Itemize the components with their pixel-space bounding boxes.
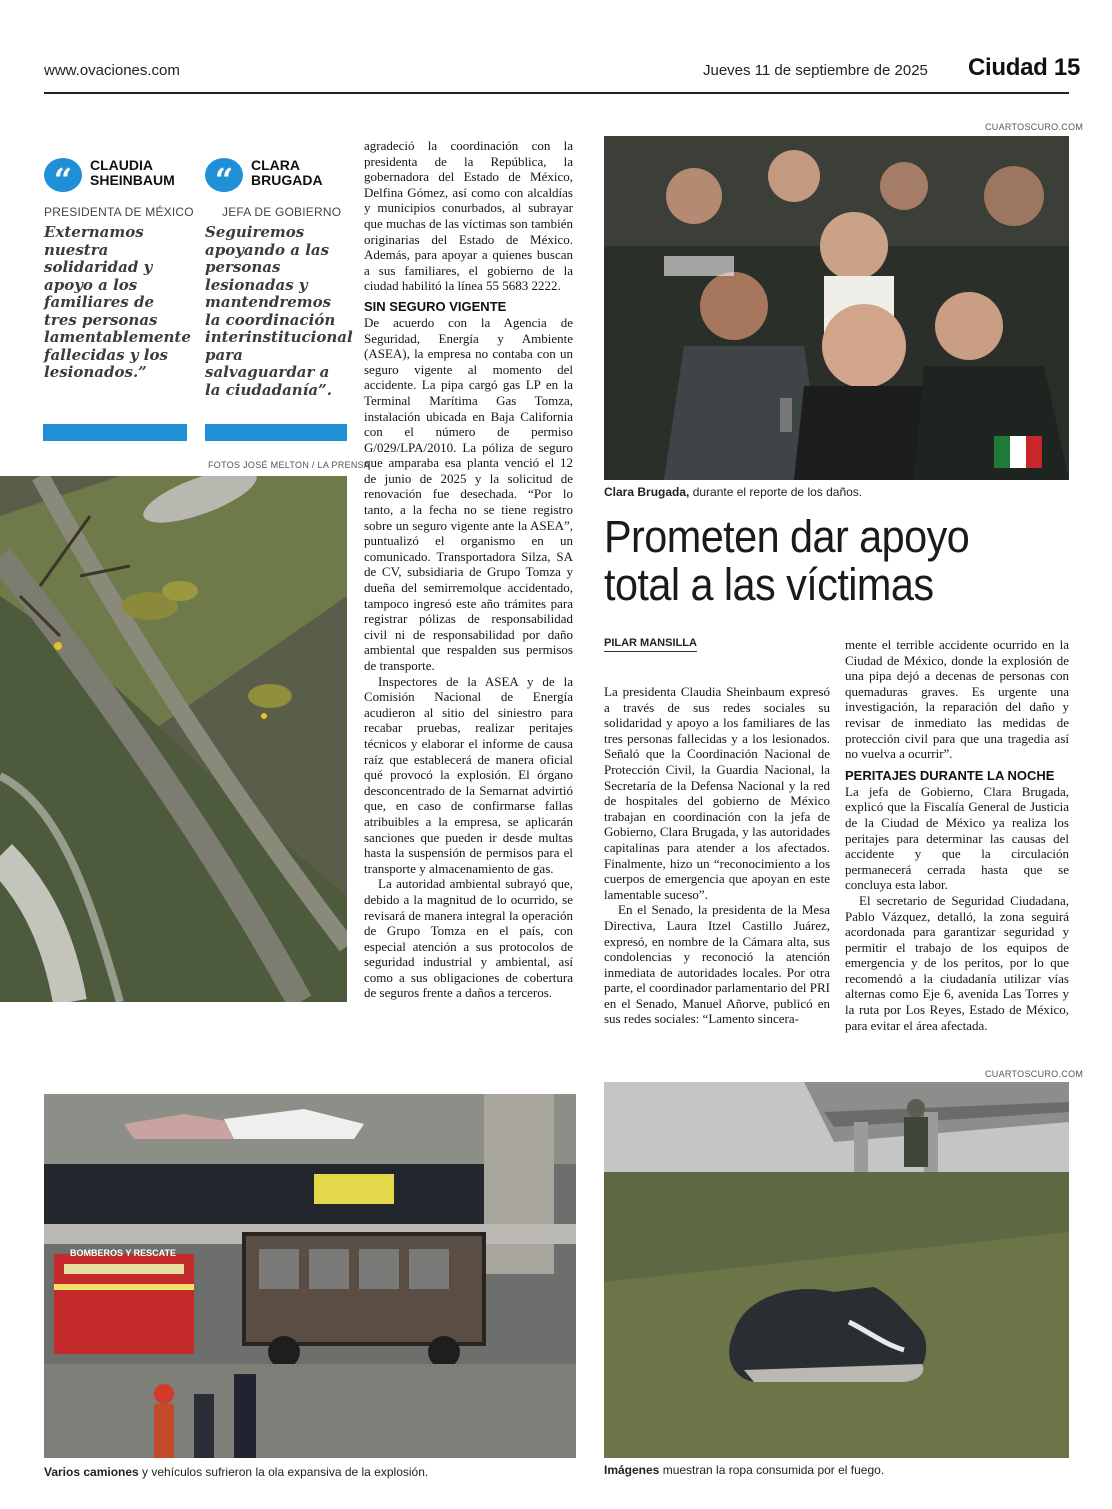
photo-credit: CUARTOSCURO.COM xyxy=(985,1069,1084,1079)
top-caption-bold: Clara Brugada, xyxy=(604,485,690,499)
quote-icon: “ xyxy=(205,158,243,192)
quote-1-text: Externamos nuestra solidaridad y apoyo a los familiares de tres personas lamentablemente fallecidas y los lesionados.” xyxy=(44,223,191,381)
header-rule xyxy=(44,92,1069,94)
truck-label-text: BOMBEROS Y RESCATE xyxy=(70,1248,177,1258)
aerial-photo-image xyxy=(0,476,347,1002)
subhead-sin-seguro: SIN SEGURO VIGENTE xyxy=(364,298,507,314)
quote-icon: “ xyxy=(44,158,82,192)
bottom-right-caption-bold: Imágenes xyxy=(604,1463,660,1477)
quote-1-name-line1: CLAUDIA xyxy=(90,157,153,173)
middle-paragraph-4: La autoridad ambiental subrayó que, debido a la magnitud de lo ocurrido, se revisará de manera integral la operación de Grupo Tomza en el país, con especial atención a sus protocolos de seguridad industrial y ambiental, así como a sus obligaciones de cobertura de seguros frente a daños a terceros. xyxy=(364,876,573,1001)
burned-shoe-image xyxy=(604,1082,1069,1458)
quote-2-name-line1: CLARA xyxy=(251,157,300,173)
article-col2-paragraph-3: El secretario de Seguridad Ciudadana, Pablo Vázquez, detalló, la zona seguirá acordonada para garantizar seguridad y permitir el trabajo de los equipos de emergencia y de los peritos, por lo que recomendó a la ciudadanía utilizar vías alternas como Eje 6, avenida Las Torres y la ruta por Los Reyes, Estado de México, para evitar el área afectada. xyxy=(845,892,1069,1033)
bottom-right-caption-rest: muestran la ropa consumida por el fuego. xyxy=(659,1463,885,1477)
article-column-1 xyxy=(604,684,830,1027)
bottom-left-caption-bold: Varios camiones xyxy=(44,1465,139,1479)
aerial-photo xyxy=(0,476,347,1002)
middle-column xyxy=(364,138,573,1001)
article-headline: Prometen dar apoyo total a las víctimas xyxy=(604,511,970,610)
site-url[interactable]: www.ovaciones.com xyxy=(44,62,180,79)
quote-1-accent-bar xyxy=(43,424,187,441)
quote-1-name-line2: SHEINBAUM xyxy=(90,172,175,188)
middle-paragraph-3: Inspectores de la ASEA y de la Comisión Nacional de Energía acudieron al sitio del siniestro para recabar pruebas, realizar peritajes técnicos y elaborar el informe de causa raíz que establecerá de manera oficial qué provocó la explosión. El órgano desconcentrado de la Semarnat advirtió que, en caso de confirmarse fallas atribuibles a la empresa, se aplicarán sanciones que pueden ir desde multas hasta la suspensión de permisos para el transporte y almacenamiento de gas. xyxy=(364,673,573,876)
quote-1-name xyxy=(90,158,175,188)
burned-shoe-photo xyxy=(604,1082,1069,1458)
press-conference-image xyxy=(604,136,1069,480)
bottom-left-caption xyxy=(44,1465,428,1479)
quote-2-role: JEFA DE GOBIERNO xyxy=(222,205,342,219)
quote-1-role: PRESIDENTA DE MÉXICO xyxy=(44,205,194,219)
issue-date: Jueves 11 de septiembre de 2025 xyxy=(703,62,928,79)
article-col2-paragraph-2: La jefa de Gobierno, Clara Brugada, explicó que la Fiscalía General de Justicia de la Ciudad de México ya realiza los peritajes para determinar las causas del accidente y que la circulación permanecerá cerrada hasta que se concluya esta labor. xyxy=(845,783,1069,893)
top-photo-caption xyxy=(604,485,862,499)
middle-paragraph-2: De acuerdo con la Agencia de Seguridad, Energía y Ambiente (ASEA), la empresa no contaba con un seguro vigente al momento del accidente. La pipa cargó gas LP en la Terminal Marítima Gas Tomza, instalación ubicada en Baja California con el número de permiso G/029/LPA/2010. La póliza de seguro que amparaba esa planta venció el 12 de junio de 2025 y la solicitud de renovación fue desechada. “Por lo tanto, a la fecha no se tiene registro sobre un seguro vigente ante la ASEA”, puntualizó el organismo en un comunicado. Transportadora Silza, SA de CV, subsidiaria de Grupo Tomza y dueña del semirremolque accidentado, tampoco ingresó este año trámites para registrar pólizas de responsabilidad civil ni de responsabilidad por daño ambiental que respalden sus permisos de transporte. xyxy=(364,314,573,673)
top-caption-rest: durante el reporte de los daños. xyxy=(689,485,863,499)
burned-vehicles-photo xyxy=(44,1094,576,1458)
bottom-right-caption xyxy=(604,1463,884,1477)
section-page-label: Ciudad 15 xyxy=(968,54,1080,81)
press-conference-photo xyxy=(604,136,1069,480)
article-col1-paragraph-2: En el Senado, la presidenta de la Mesa Directiva, Laura Itzel Castillo Juárez, expresó, en nombre de la Cámara alta, sus condolencias y reconoció la atención inmediata de autoridades locales. Por otra parte, el coordinador parlamentario del PRI en el Senado, Manuel Añorve, publicó en sus redes sociales: “Lamento sincera- xyxy=(604,902,830,1027)
quote-2-name xyxy=(251,158,323,188)
subhead-peritajes: PERITAJES DURANTE LA NOCHE xyxy=(845,767,1055,783)
middle-paragraph-1: agradeció la coordinación con la presidenta de la República, la gobernadora del Estado de México, Delfina Gómez, así como con alcaldías y municipios conurbados, al subrayar que muchas de las víctimas son también originarias del Estado de México. Además, para apoyar a quienes buscan a sus familiares, el gobierno de la ciudad habilitó la línea 55 5683 2222. xyxy=(364,138,573,294)
photo-credit: CUARTOSCURO.COM xyxy=(985,122,1084,132)
burned-vehicles-image xyxy=(44,1094,576,1458)
quote-2-name-line2: BRUGADA xyxy=(251,172,323,188)
quote-2-accent-bar xyxy=(205,424,347,441)
photo-credit: FOTOS JOSÉ MELTON / LA PRENSA xyxy=(208,460,371,470)
article-byline: PILAR MANSILLA xyxy=(604,637,697,652)
quote-2-text: Seguiremos apoyando a las personas lesionadas y mantendremos la coordinación interinstitucional para salvaguardar a la ciudadanía”. xyxy=(205,223,353,399)
article-col1-paragraph-1: La presidenta Claudia Sheinbaum expresó a través de sus redes sociales su solidaridad y apoyo a los familiares de las tres personas fallecidas y a los lesionados. Señaló que la Coordinación Nacional de Protección Civil, la Guardia Nacional, la Secretaría de la Defensa Nacional y la red de hospitales del gobierno de México trabajan en coordinación con la jefa de Gobierno, Clara Brugada, y las autoridades capitalinas para atender a los afectados. Finalmente, hizo un “reconocimiento a los cuerpos de emergencia que apoyan en este lamentable suceso”. xyxy=(604,684,830,902)
article-col2-paragraph-1: mente el terrible accidente ocurrido en la Ciudad de México, donde la explosión de una pipa dejó a decenas de personas con quemaduras graves. Es urgente una investigación, la reparación del daño y revisar de inmediato las medidas de protección civil para que una tragedia así no vuelva a ocurrir”. xyxy=(845,637,1069,762)
article-column-2 xyxy=(845,637,1069,1033)
bottom-left-caption-rest: y vehículos sufrieron la ola expansiva de la explosión. xyxy=(138,1465,429,1479)
